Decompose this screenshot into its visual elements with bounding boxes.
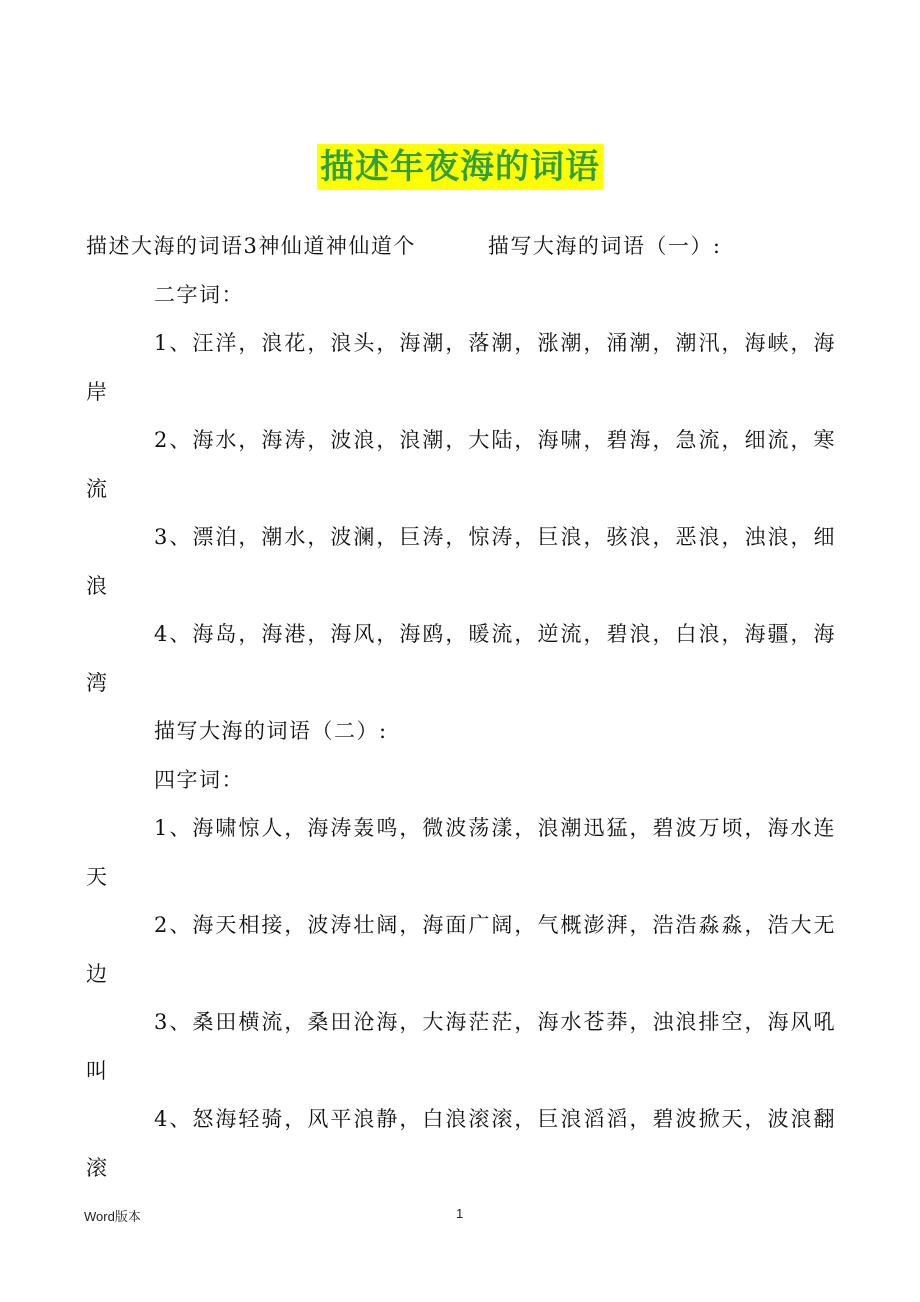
section2-heading: 四字词： xyxy=(154,767,244,792)
section1-item-2: 2、海水，海涛，波浪，浪潮，大陆，海啸，碧海，急流，细流，寒流 xyxy=(86,428,836,501)
section2-item-2: 2、海天相接，波涛壮阔，海面广阔，气概澎湃，浩浩淼淼，浩大无边 xyxy=(86,913,836,986)
section1-item-4: 4、海岛，海港，海风，海鸥，暖流，逆流，碧浪，白浪，海疆，海湾 xyxy=(86,622,836,695)
section2-title: 描写大海的词语（二）: xyxy=(154,719,388,743)
intro-line xyxy=(86,222,836,271)
intro-right-text: 描写大海的词语（一）: xyxy=(487,234,722,258)
section1-heading: 二字词： xyxy=(154,282,244,307)
section2-item-3: 3、桑田横流，桑田沧海，大海茫茫，海水苍莽，浊浪排空，海风吼叫 xyxy=(86,1010,836,1083)
page-number: 1 xyxy=(456,1206,464,1221)
section2-item-1: 1、海啸惊人，海涛轰鸣，微波荡漾，浪潮迅猛，碧波万顷，海水连天 xyxy=(86,816,836,889)
document-title: 描述年夜海的词语 xyxy=(317,144,603,190)
section2-item-4: 4、怒海轻骑，风平浪静，白浪滚滚，巨浪滔滔，碧波掀天，波浪翻滚 xyxy=(86,1107,836,1180)
intro-left-text: 描述大海的词语3神仙道神仙道个 xyxy=(86,234,416,258)
document-body xyxy=(86,222,836,1192)
section1-item-3: 3、漂泊，潮水，波澜，巨涛，惊涛，巨浪，骇浪，恶浪，浊浪，细浪 xyxy=(86,525,836,598)
section1-item-1: 1、汪洋，浪花，浪头，海潮，落潮，涨潮，涌潮，潮汛，海峡，海岸 xyxy=(86,331,836,404)
footer-label: Word版本 xyxy=(84,1209,141,1224)
title-container xyxy=(0,144,920,190)
